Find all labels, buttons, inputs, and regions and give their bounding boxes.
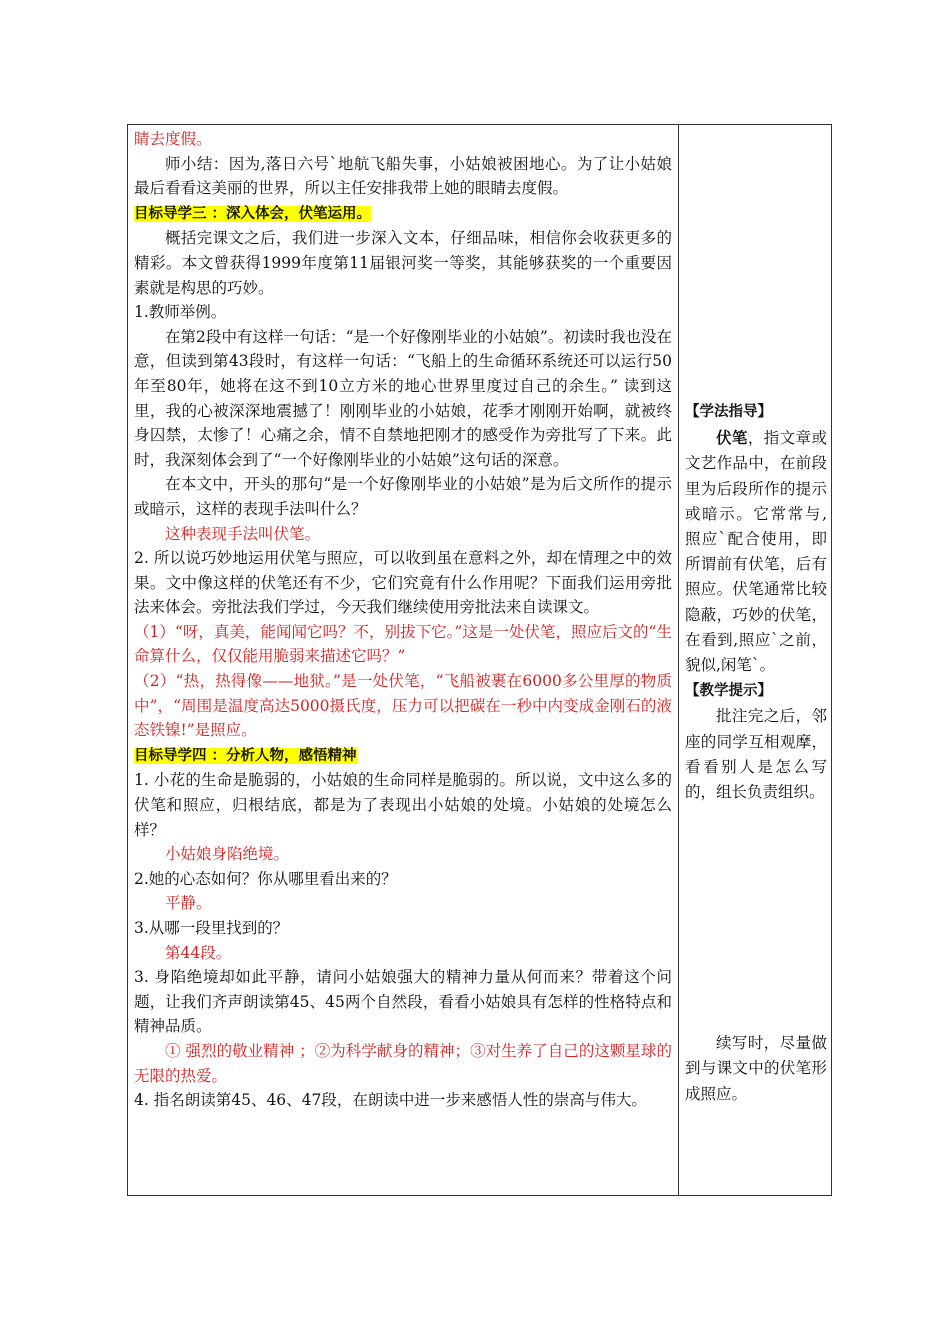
intro-paragraph: 概括完课文之后，我们进一步深入文本，仔细品味，相信你会收获更多的精彩。本文曾获得1999年度第11届银河奖一等奖，其能够获奖的一个重要因素就是构思的巧妙。 bbox=[134, 229, 672, 297]
continue-writing-tip: 续写时，尽量做到与课文中的伏笔形成照应。 bbox=[685, 1034, 827, 1103]
step-1: 1.教师举例。 bbox=[134, 303, 227, 322]
side-spacer-bottom bbox=[685, 805, 827, 1031]
section-heading-4 bbox=[134, 743, 672, 769]
example-2: （2）“热，热得像——地狱。”是一处伏笔，“飞船被裹在6000多公里厚的物质中”，“周围是温度高达5000摄氏度，压力可以把碳在一秒中内变成金刚石的液态铁镍!”是照应。 bbox=[134, 672, 672, 740]
text-line-1: 睛去度假。 bbox=[134, 130, 212, 148]
question-paragraph: 在本文中，开头的那句“是一个好像刚毕业的小姑娘”是为后文所作的提示或暗示，这样的表现手法叫什么？ bbox=[134, 475, 672, 518]
answer-calm: 平静。 bbox=[165, 894, 212, 913]
answer-paragraph: 第44段。 bbox=[165, 943, 232, 962]
answer-spirit: ① 强烈的敬业精神 ；②为科学献身的精神；③对生养了自己的这颗星球的无限的热爱。 bbox=[134, 1041, 672, 1085]
analysis-1: 1. 小花的生命是脆弱的，小姑娘的生命同样是脆弱的。所以说，文中这么多的伏笔和照应，归根结底，都是为了表现出小姑娘的处境。小姑娘的处境怎么样？ bbox=[134, 771, 672, 839]
example-1: （1）“呀，真美，能闻闻它吗？不，别拔下它。”这是一处伏笔，照应后文的“生命算什么，仅仅能用脆弱来描述它吗？” bbox=[134, 622, 672, 666]
study-guide-term: 伏笔 bbox=[716, 428, 748, 448]
study-guide-heading bbox=[685, 399, 827, 425]
side-spacer-top bbox=[685, 125, 827, 399]
section-heading-3 bbox=[134, 201, 672, 227]
study-guide-text: ，指文章或文艺作品中，在前段里为后段所作的提示或暗示。它常常与,照应`配合使用，即所谓前有伏笔，后有照应。伏笔通常比较隐蔽，巧妙的伏笔，在看到,照应`之前，貌似,闲笔`。 bbox=[685, 429, 827, 675]
step-2: 2. 所以说巧妙地运用伏笔与照应，可以收到虽在意料之外，却在情理之中的效果。文中像这样的伏笔还有不少，它们究竟有什么作用呢？下面我们运用旁批法来体会。旁批法我们学过，今天我们继续使用旁批法来自读课文。 bbox=[134, 549, 672, 617]
lesson-table bbox=[127, 124, 832, 1196]
main-content-column bbox=[128, 125, 679, 1195]
side-notes-column bbox=[679, 125, 831, 1195]
answer-situation: 小姑娘身陷绝境。 bbox=[165, 845, 290, 864]
teacher-summary: 师小结：因为,落日六号`地航飞船失事，小姑娘被困地心。为了让小姑娘最后看看这美丽的世界，所以主任安排我带上她的眼睛去度假。 bbox=[134, 154, 672, 198]
analysis-3: 3.从哪一段里找到的？ bbox=[134, 919, 289, 937]
section-heading-3-label: 目标导学三 ：深入体会，伏笔运用。 bbox=[134, 205, 372, 222]
analysis-5: 4. 指名朗读第45、46、47段，在朗读中进一步来感悟人性的崇高与伟大。 bbox=[134, 1091, 647, 1110]
analysis-2: 2.她的心态如何？你从哪里看出来的？ bbox=[134, 869, 397, 888]
answer-foreshadowing: 这种表现手法叫伏笔。 bbox=[165, 524, 321, 543]
section-heading-4-label: 目标导学四 ：分析人物，感悟精神 bbox=[134, 747, 357, 764]
example-paragraph: 在第2段中有这样一句话：“是一个好像刚毕业的小姑娘”。初读时我也没在意，但读到第43段时，有这样一句话：“飞船上的生命循环系统还可以运行50年至80年，她将在这不到10立方米的地心世界里度过自己的余生。” 读到这里，我的心被深深地震撼了！刚刚毕业的小姑娘，花季才刚刚开始啊，就被终身囚禁，太惨了！心痛之余，情不自禁地把刚才的感受作为旁批写了下来。此时，我深刻体会到了“一个好像刚毕业的小姑娘”这句话的深意。 bbox=[134, 327, 672, 469]
teaching-tip-heading-label: 【教学提示】 bbox=[685, 683, 772, 700]
teaching-tip-heading bbox=[685, 678, 827, 704]
study-guide-body bbox=[685, 425, 827, 678]
teaching-tip-body: 批注完之后，邻座的同学互相观摩，看看别人是怎么写的，组长负责组织。 bbox=[685, 707, 827, 802]
study-guide-heading-label: 【学法指导】 bbox=[685, 404, 772, 420]
analysis-4: 3. 身陷绝境却如此平静，请问小姑娘强大的精神力量从何而来？带着这个问题，让我们齐声朗读第45、45两个自然段，看看小姑娘具有怎样的性格特点和精神品质。 bbox=[134, 968, 672, 1036]
